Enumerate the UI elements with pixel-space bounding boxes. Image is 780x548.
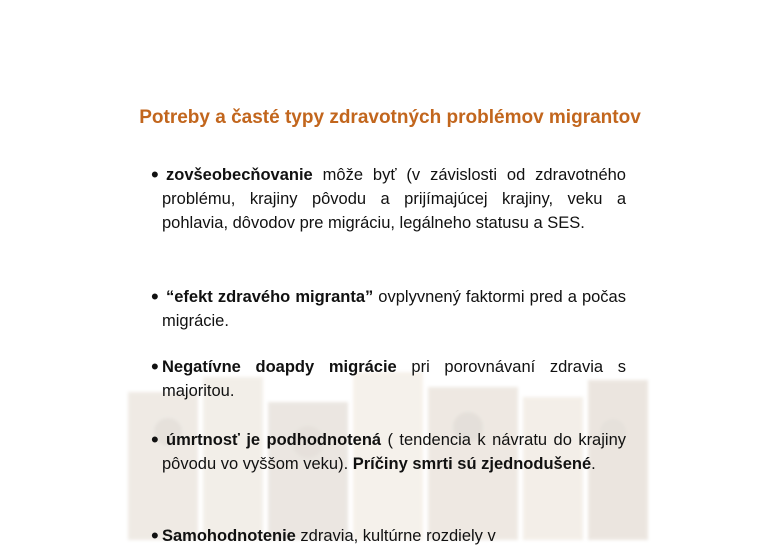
bullet-item-bold: Samohodnotenie xyxy=(162,527,296,545)
bullet-item-text: zdravia, kultúrne rozdiely v xyxy=(295,527,496,545)
bullet-item-healthy-migrant-effect xyxy=(151,284,626,333)
bullet-icon: • xyxy=(151,162,159,187)
bullet-icon: • xyxy=(151,284,159,309)
bullet-item-text: ( tendencia k návratu do krajiny pôvodu vo vyššom veku). xyxy=(162,431,626,473)
bullet-item-bold: “efekt zdravého migranta” xyxy=(166,288,374,306)
bullet-item-mortality xyxy=(151,427,626,476)
bullet-icon: • xyxy=(151,427,159,452)
bullet-item-text-end: . xyxy=(591,455,596,473)
bullet-item-text: môže byť (v závislosti od zdravotného problému, krajiny pôvodu a prijímajúcej krajiny, veku a pohlavia, dôvodov pre migráciu, legálneho statusu a SES. xyxy=(162,166,626,232)
bullet-icon: • xyxy=(151,354,159,379)
bullet-item-text: ovplyvnený faktormi pred a počas migrácie. xyxy=(162,288,626,330)
bullet-item-negative-impacts xyxy=(151,354,626,403)
bullet-item-bold: úmrtnosť je podhodnotená xyxy=(166,431,382,449)
bullet-item-bold-secondary: Príčiny smrti sú zjednodušené xyxy=(352,455,592,473)
slide-title: Potreby a časté typy zdravotných problémov migrantov xyxy=(139,107,641,128)
bullet-icon: • xyxy=(151,523,159,548)
bullet-item-text: pri porovnávaní zdravia s majoritou. xyxy=(162,358,626,400)
bullet-item-bold: Negatívne doapdy migrácie xyxy=(162,358,397,376)
bullet-item-bold: zovšeobecňovanie xyxy=(166,166,313,184)
bullet-item-self-assessment xyxy=(151,523,626,548)
bullet-item-generalization xyxy=(151,162,626,235)
